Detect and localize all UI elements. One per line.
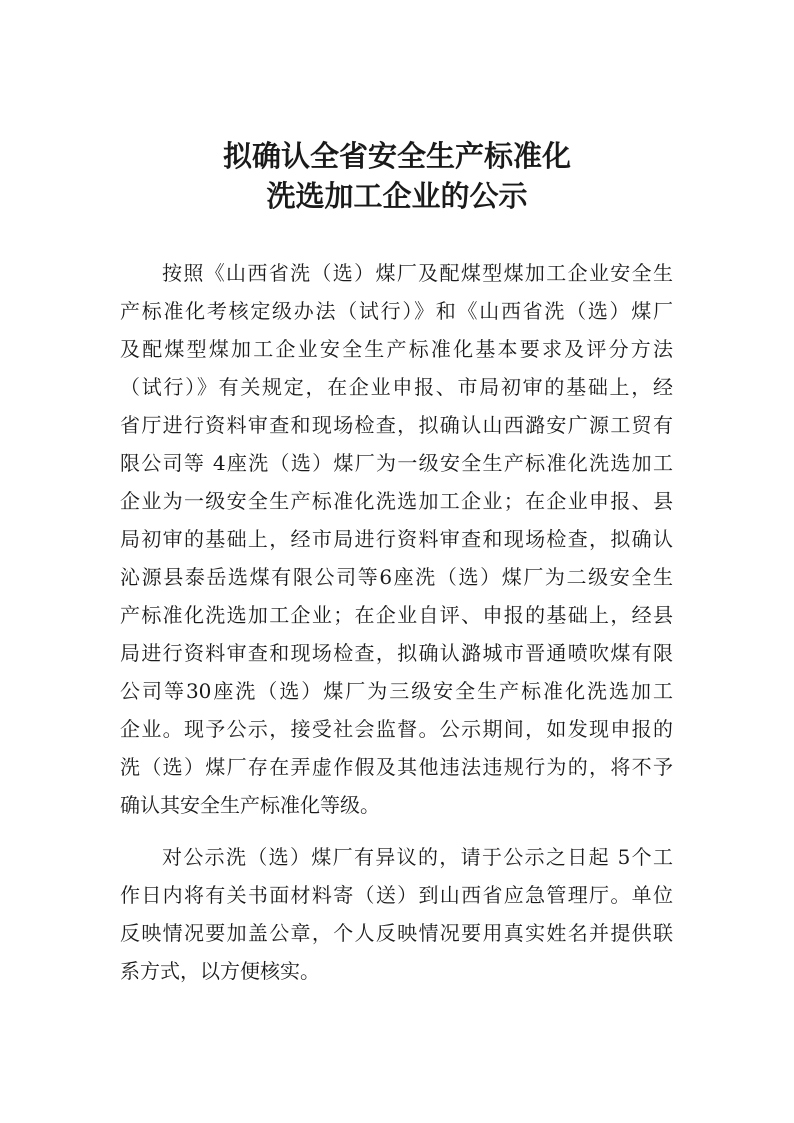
paragraph-1-line-8: 局初审的基础上，经市局进行资料审查和现场检查，拟确认 (120, 527, 673, 551)
paragraph-1-line-9: 沁源县泰岳选煤有限公司等6座洗（选）煤厂为二级安全生 (120, 565, 673, 589)
paragraph-1-line-7: 企业为一级安全生产标准化洗选加工企业；在企业申报、县 (120, 489, 673, 513)
paragraph-1-line-5: 省厅进行资料审查和现场检查，拟确认山西潞安广源工贸有 (120, 413, 673, 437)
paragraph-1-line-1: 按照《山西省洗（选）煤厂及配煤型煤加工企业安全生 (162, 261, 673, 285)
paragraph-1-line-10: 产标准化洗选加工企业；在企业自评、申报的基础上，经县 (120, 603, 673, 627)
paragraph-1-line-12: 公司等30座洗（选）煤厂为三级安全生产标准化洗选加工 (120, 679, 673, 703)
paragraph-1-line-6: 限公司等 4座洗（选）煤厂为一级安全生产标准化洗选加工 (120, 451, 673, 475)
paragraph-2-line-3: 反映情况要加盖公章，个人反映情况要用真实姓名并提供联 (120, 921, 673, 945)
paragraph-1-line-14: 洗（选）煤厂存在弄虚作假及其他违法违规行为的，将不予 (120, 755, 673, 779)
paragraph-2-line-1: 对公示洗（选）煤厂有异议的，请于公示之日起 5个工 (162, 845, 673, 869)
paragraph-1-line-15: 确认其安全生产标准化等级。 (120, 793, 380, 817)
paragraph-1-line-11: 局进行资料审查和现场检查，拟确认潞城市晋通喷吹煤有限 (120, 641, 673, 665)
document-title-line-1: 拟确认全省安全生产标准化 (222, 139, 571, 173)
paragraph-2-line-2: 作日内将有关书面材料寄（送）到山西省应急管理厅。单位 (120, 883, 673, 907)
paragraph-2-line-4: 系方式，以方便核实。 (120, 959, 320, 983)
paragraph-1-line-2: 产标准化考核定级办法（试行）》和《山西省洗（选）煤厂 (120, 299, 673, 323)
paragraph-1-line-4: （试行）》有关规定，在企业申报、市局初审的基础上，经 (120, 375, 673, 399)
paragraph-1-line-13: 企业。现予公示，接受社会监督。公示期间，如发现申报的 (120, 717, 673, 741)
paragraph-1-line-3: 及配煤型煤加工企业安全生产标准化基本要求及评分方法 (120, 337, 673, 361)
document-title-line-2: 洗选加工企业的公示 (266, 179, 528, 213)
